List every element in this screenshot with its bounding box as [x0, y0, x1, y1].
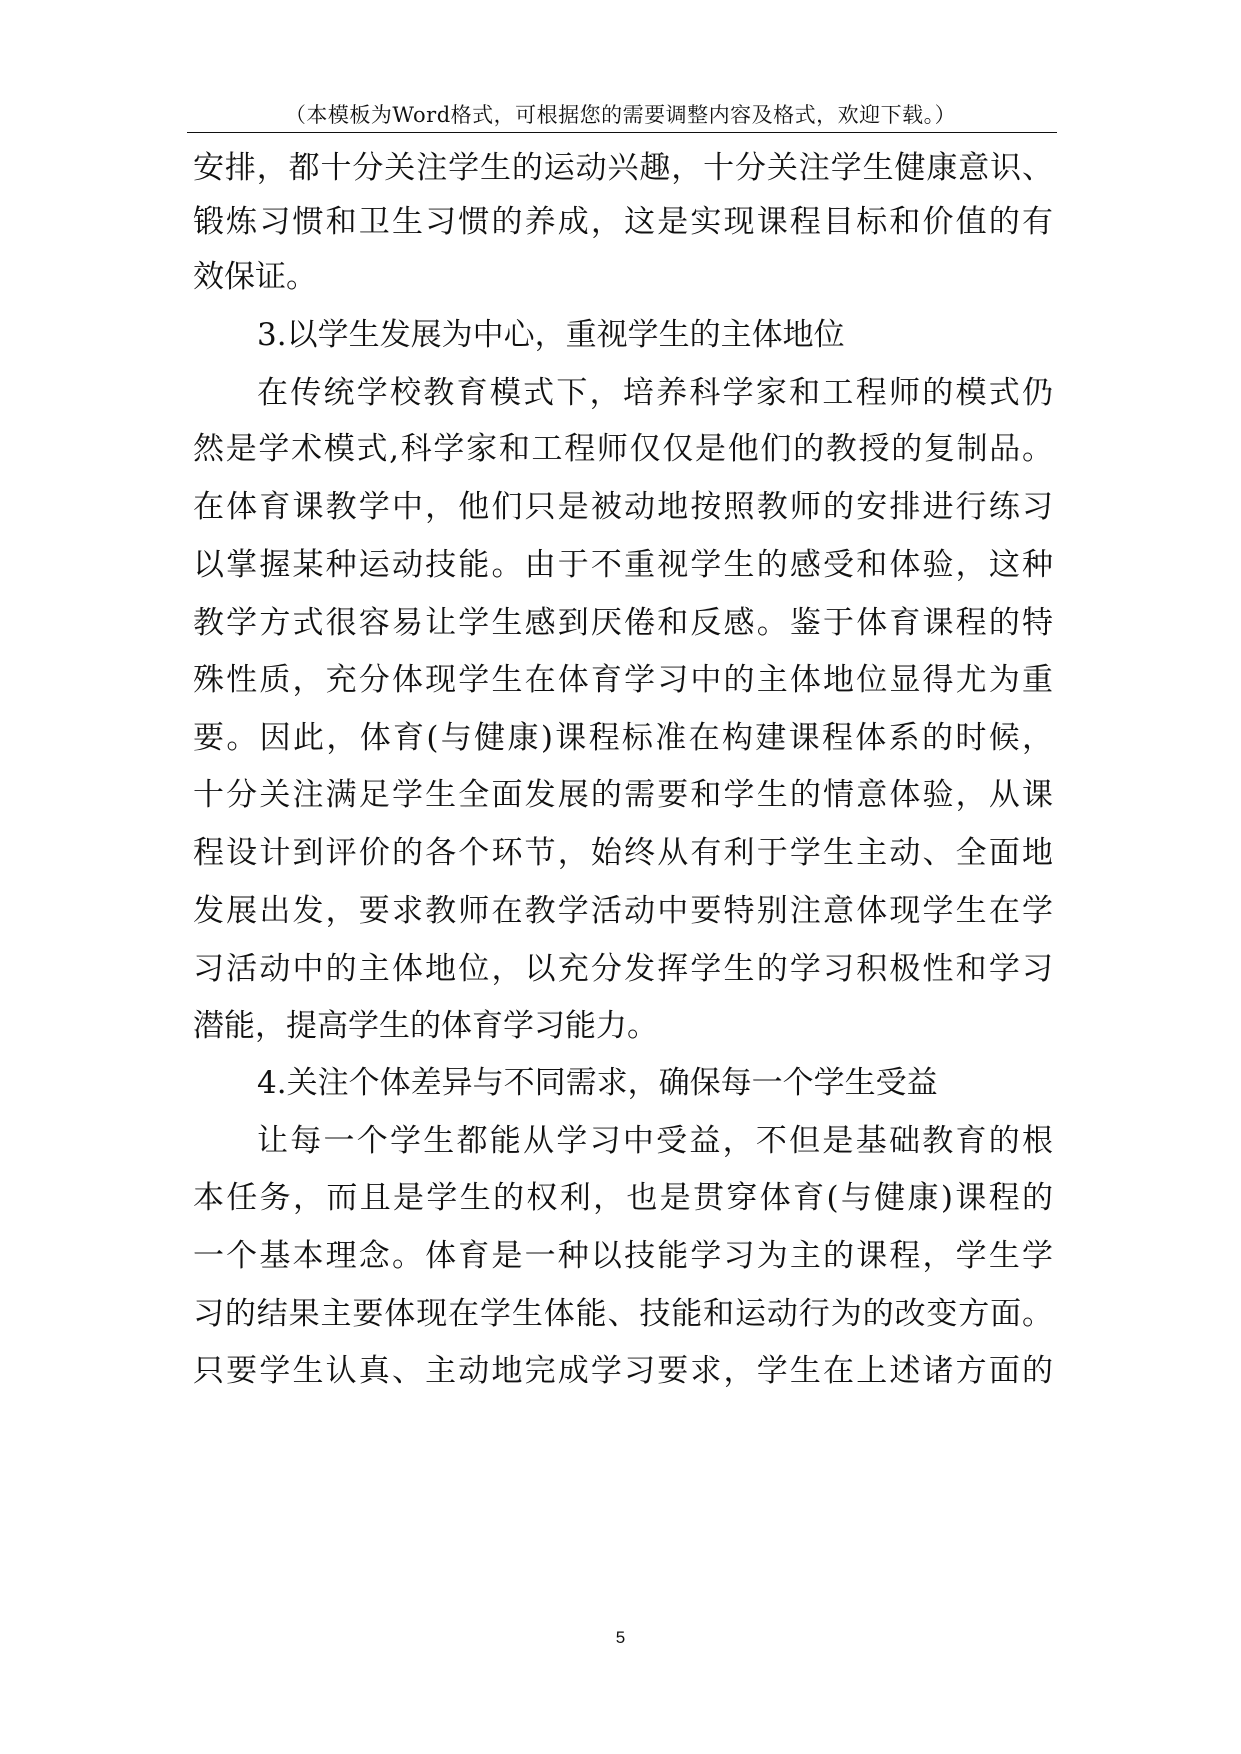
section-heading: 3.以学生发展为中心，重视学生的主体地位: [257, 317, 845, 353]
section-heading: 4.关注个体差异与不同需求，确保每一个学生受益: [257, 1065, 938, 1101]
header-divider: [187, 132, 1057, 133]
body-line: 潜能，提高学生的体育学习能力。: [193, 1008, 658, 1044]
body-line: 习活动中的主体地位，以充分发挥学生的学习积极性和学习: [193, 951, 1053, 987]
body-line: 习的结果主要体现在学生体能、技能和运动行为的改变方面。: [193, 1296, 1053, 1332]
body-line: 十分关注满足学生全面发展的需要和学生的情意体验，从课: [193, 777, 1053, 813]
body-line: 以掌握某种运动技能。由于不重视学生的感受和体验，这种: [193, 547, 1053, 583]
body-line: 安排，都十分关注学生的运动兴趣，十分关注学生健康意识、: [193, 150, 1053, 186]
body-line: 让每一个学生都能从学习中受益，不但是基础教育的根: [257, 1123, 1053, 1159]
body-line: 要。因此，体育(与健康)课程标准在构建课程体系的时候，: [193, 720, 1053, 756]
body-line: 教学方式很容易让学生感到厌倦和反感。鉴于体育课程的特: [193, 605, 1053, 641]
body-line: 锻炼习惯和卫生习惯的养成，这是实现课程目标和价值的有: [193, 204, 1053, 240]
body-line: 本任务，而且是学生的权利，也是贯穿体育(与健康)课程的: [193, 1180, 1053, 1216]
body-line: 程设计到评价的各个环节，始终从有利于学生主动、全面地: [193, 835, 1053, 871]
body-line: 在体育课教学中，他们只是被动地按照教师的安排进行练习: [193, 489, 1053, 525]
body-line: 在传统学校教育模式下，培养科学家和工程师的模式仍: [257, 375, 1053, 411]
page-number: 5: [615, 1628, 626, 1647]
body-line: 一个基本理念。体育是一种以技能学习为主的课程，学生学: [193, 1238, 1053, 1274]
body-line: 效保证。: [193, 259, 317, 295]
page-header: （本模板为Word格式，可根据您的需要调整内容及格式，欢迎下载。）: [284, 103, 957, 127]
body-line: 发展出发，要求教师在教学活动中要特别注意体现学生在学: [193, 893, 1053, 929]
body-line: 然是学术模式,科学家和工程师仅仅是他们的教授的复制品。: [193, 431, 1053, 467]
body-line: 只要学生认真、主动地完成学习要求，学生在上述诸方面的: [193, 1353, 1053, 1389]
body-line: 殊性质，充分体现学生在体育学习中的主体地位显得尤为重: [193, 662, 1053, 698]
